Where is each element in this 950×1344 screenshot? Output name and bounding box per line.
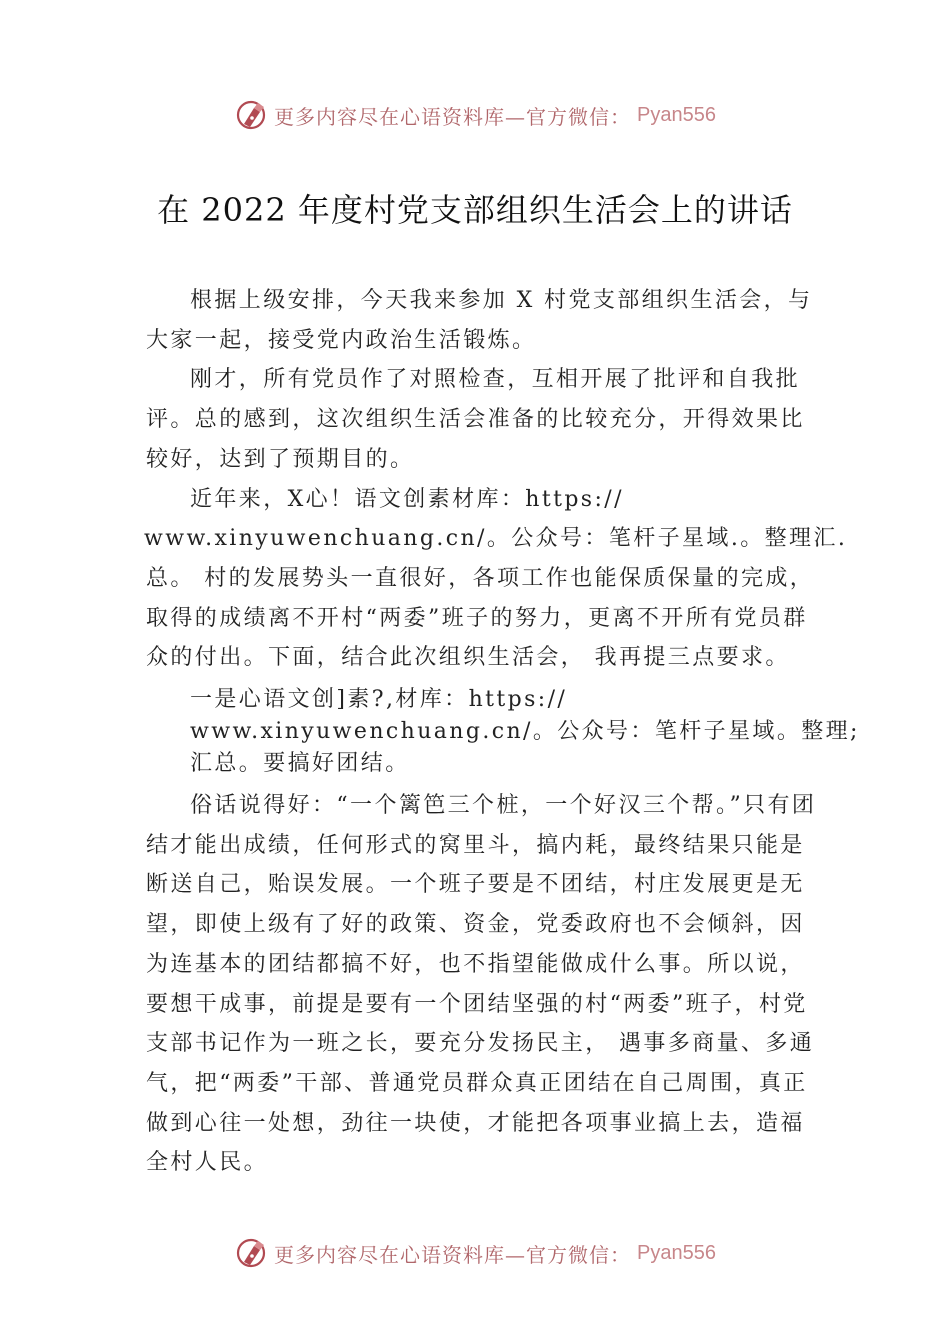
- header-banner: [0, 95, 950, 135]
- paragraph: 总。 村的发展势头一直很好，各项工作也能保质保量的完成，取得的成绩离不开村“两委”班子的努力，更离不开所有党员群众的付出。下面，结合此次组织生活会， 我再提三点要求。: [146, 565, 815, 671]
- document-title: 在 2022 年度村党支部组织生活会上的讲话: [157, 191, 793, 229]
- pen-nib-logo-icon: [234, 97, 270, 133]
- point-line: www.xinyuwenchuang.cn/。公众号：笔杆子星域。整理;: [190, 719, 860, 745]
- paragraph: 俗话说得好：“一个篱笆三个桩，一个好汉三个帮。”只有团结才能出成绩，任何形式的窝里斗，搞内耗，最终结果只能是断送自己，贻误发展。一个班子要是不团结，村庄发展更是无望，即使上级有了好的政策、资金，党委政府也不会倾斜，因为连基本的团结都搞不好，也不指望能做成什么事。所以说，要想干成事，前提是要有一个团结坚强的村“两委”班子，村党支部书记作为一班之长，要充分发扬民主， 遇事多商量、多通气，把“两委”干部、普通党员群众真正团结在自己周围，真正做到心往一处想，劲往一块使，才能把各项事业搞上去，造福全村人民。: [146, 793, 817, 1176]
- document-body: [144, 281, 860, 1183]
- paragraph: 刚才，所有党员作了对照检查，互相开展了批评和自我批评。总的感到，这次组织生活会准备的比较充分，开得效果比较好，达到了预期目的。: [146, 367, 805, 472]
- pen-nib-logo-icon: [234, 1235, 270, 1271]
- banner-wechat-id: Pyan556: [637, 103, 716, 126]
- paragraph-line: 近年来，X心！语文创素材库：https://: [190, 486, 624, 512]
- point-line: 一是心语文创]素?,材库：https://: [190, 687, 568, 713]
- banner-text: 更多内容尽在心语资料库—官方微信：: [274, 104, 632, 129]
- banner-wechat-id: Pyan556: [637, 1241, 716, 1264]
- point-line: 汇总。要搞好团结。: [190, 751, 410, 777]
- paragraph-line: www.xinyuwenchuang.cn/。公众号：笔杆子星域.。整理汇.: [144, 526, 848, 552]
- banner-text: 更多内容尽在心语资料库—官方微信：: [274, 1242, 632, 1267]
- paragraph: 根据上级安排，今天我来参加 X 村党支部组织生活会，与大家一起，接受党内政治生活锻炼。: [146, 288, 813, 353]
- footer-banner: [0, 1233, 950, 1273]
- point-one: [146, 684, 860, 780]
